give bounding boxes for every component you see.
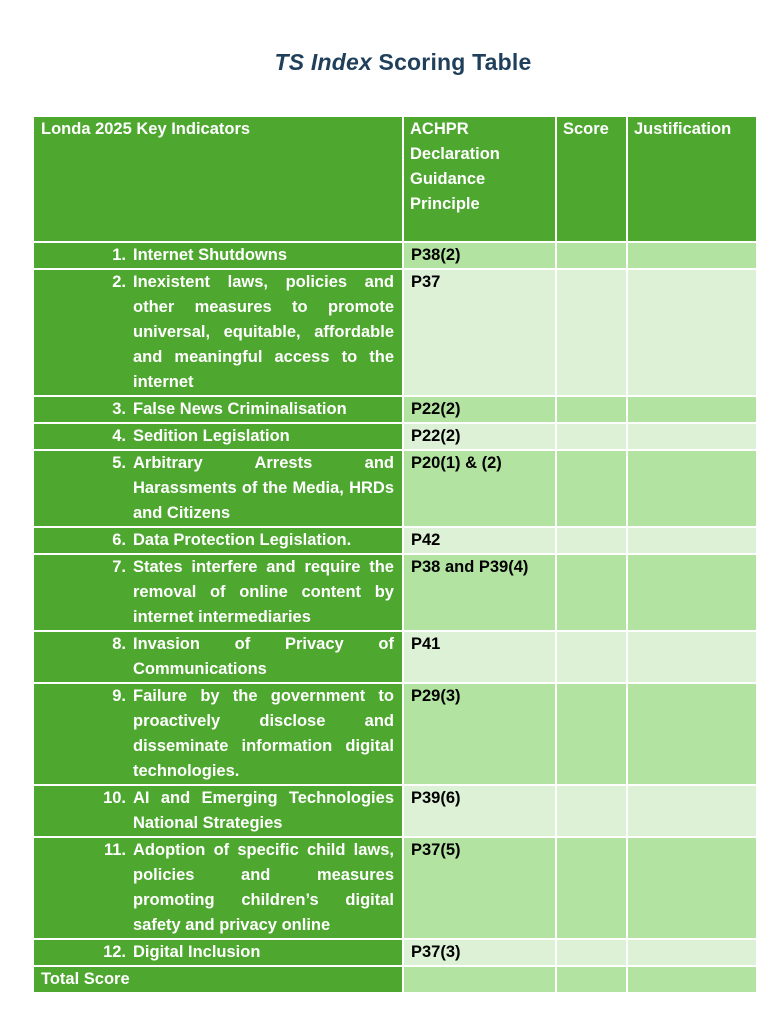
indicator-cell	[33, 554, 403, 631]
table-row	[33, 683, 757, 785]
indicator-text: Inexistent laws, policies and other measures to promote universal, equitable, affordable and meaningful access to the internet	[133, 273, 394, 391]
score-cell[interactable]	[556, 631, 627, 683]
indicator-text: Failure by the government to proactively disclose and disseminate information digital technologies.	[133, 687, 394, 780]
table-row	[33, 939, 757, 966]
header-indicators: Londa 2025 Key Indicators	[33, 116, 403, 242]
indicator-cell	[33, 450, 403, 527]
header-principle: ACHPR Declaration Guidance Principle	[403, 116, 556, 242]
justification-cell[interactable]	[627, 554, 757, 631]
indicator-cell	[33, 683, 403, 785]
principle-cell: P38(2)	[403, 242, 556, 269]
row-number: 9.	[112, 687, 126, 705]
table-row	[33, 423, 757, 450]
principle-cell: P41	[403, 631, 556, 683]
indicator-cell	[33, 423, 403, 450]
justification-cell[interactable]	[627, 396, 757, 423]
justification-cell[interactable]	[627, 939, 757, 966]
table-row	[33, 837, 757, 939]
title-italic: TS Index	[274, 49, 372, 75]
principle-cell: P38 and P39(4)	[403, 554, 556, 631]
indicator-cell	[33, 242, 403, 269]
row-number: 10.	[103, 789, 126, 807]
justification-cell[interactable]	[627, 527, 757, 554]
header-justification: Justification	[627, 116, 757, 242]
score-cell[interactable]	[556, 939, 627, 966]
principle-cell: P37	[403, 269, 556, 396]
score-cell[interactable]	[556, 837, 627, 939]
indicator-text: False News Criminalisation	[133, 400, 347, 418]
justification-cell[interactable]	[627, 785, 757, 837]
total-principle-cell	[403, 966, 556, 993]
table-row	[33, 554, 757, 631]
score-cell[interactable]	[556, 785, 627, 837]
justification-cell[interactable]	[627, 683, 757, 785]
principle-cell: P42	[403, 527, 556, 554]
table-row	[33, 396, 757, 423]
row-number: 2.	[112, 273, 126, 291]
justification-cell[interactable]	[627, 242, 757, 269]
justification-cell[interactable]	[627, 450, 757, 527]
table-row	[33, 450, 757, 527]
indicator-cell	[33, 396, 403, 423]
principle-cell: P29(3)	[403, 683, 556, 785]
score-cell[interactable]	[556, 527, 627, 554]
row-number: 8.	[112, 635, 126, 653]
scoring-table	[32, 115, 758, 994]
principle-cell: P37(3)	[403, 939, 556, 966]
principle-cell: P22(2)	[403, 396, 556, 423]
row-number: 3.	[112, 400, 126, 418]
total-justification-cell[interactable]	[627, 966, 757, 993]
indicator-text: Adoption of specific child laws, policies and measures promoting children’s digital safety and privacy online	[133, 841, 394, 934]
score-cell[interactable]	[556, 423, 627, 450]
row-number: 11.	[103, 841, 126, 859]
score-cell[interactable]	[556, 269, 627, 396]
principle-cell: P22(2)	[403, 423, 556, 450]
indicator-text: Internet Shutdowns	[133, 246, 287, 264]
page-title	[0, 49, 774, 76]
principle-cell: P37(5)	[403, 837, 556, 939]
indicator-cell	[33, 269, 403, 396]
table-row	[33, 785, 757, 837]
score-cell[interactable]	[556, 554, 627, 631]
row-number: 7.	[112, 558, 126, 576]
total-label: Total Score	[33, 966, 403, 993]
indicator-text: States interfere and require the removal of online content by internet intermediaries	[133, 558, 394, 626]
header-score: Score	[556, 116, 627, 242]
table-row	[33, 631, 757, 683]
justification-cell[interactable]	[627, 631, 757, 683]
justification-cell[interactable]	[627, 423, 757, 450]
indicator-cell	[33, 631, 403, 683]
row-number: 12.	[103, 943, 126, 961]
score-cell[interactable]	[556, 450, 627, 527]
score-cell[interactable]	[556, 396, 627, 423]
indicator-cell	[33, 939, 403, 966]
indicator-text: Data Protection Legislation.	[133, 531, 352, 549]
table-row	[33, 269, 757, 396]
indicator-text: Digital Inclusion	[133, 943, 261, 961]
row-number: 4.	[112, 427, 126, 445]
row-number: 6.	[112, 531, 126, 549]
table-row	[33, 527, 757, 554]
indicator-text: Sedition Legislation	[133, 427, 290, 445]
indicator-text: Arbitrary Arrests and Harassments of the Media, HRDs and Citizens	[133, 454, 394, 522]
indicator-cell	[33, 837, 403, 939]
principle-cell: P20(1) & (2)	[403, 450, 556, 527]
row-number: 5.	[112, 454, 126, 472]
indicator-text: AI and Emerging Technologies National Strategies	[133, 789, 394, 832]
title-rest: Scoring Table	[371, 49, 532, 75]
indicator-text: Invasion of Privacy of Communications	[133, 635, 394, 678]
score-cell[interactable]	[556, 683, 627, 785]
row-number: 1.	[112, 246, 126, 264]
header-row	[33, 116, 757, 242]
total-score-cell[interactable]	[556, 966, 627, 993]
indicator-cell	[33, 785, 403, 837]
indicator-cell	[33, 527, 403, 554]
table-row	[33, 242, 757, 269]
total-row	[33, 966, 757, 993]
justification-cell[interactable]	[627, 269, 757, 396]
justification-cell[interactable]	[627, 837, 757, 939]
score-cell[interactable]	[556, 242, 627, 269]
principle-cell: P39(6)	[403, 785, 556, 837]
